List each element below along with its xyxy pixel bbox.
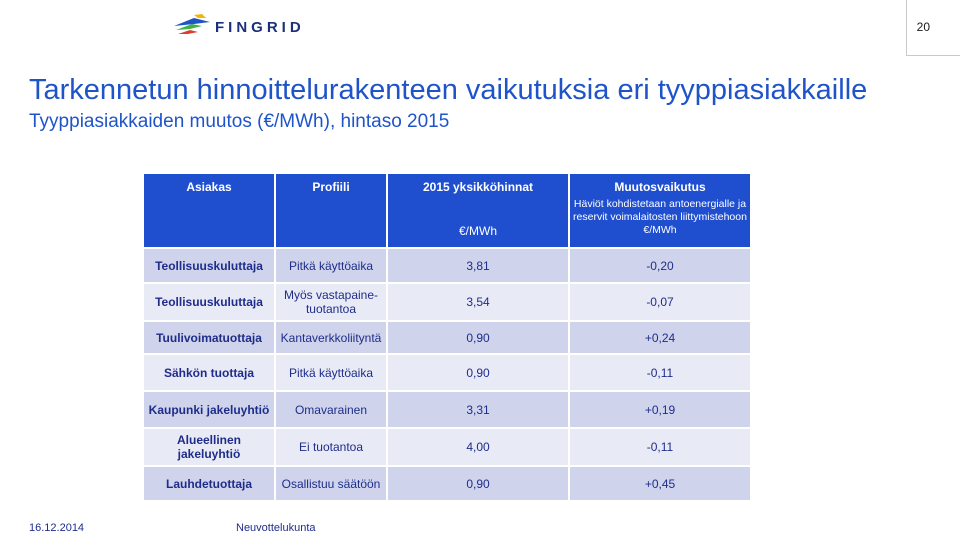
header-change: Muutosvaikutus Häviöt kohdistetaan antoenergialle ja reservit voimalaitosten liittymistehoon €/MWh [570,174,750,247]
table-row [144,392,750,427]
page-number-box [906,0,960,56]
row-customer: Kaupunki jakeluyhtiö [144,392,274,427]
table-row [144,284,750,320]
row-change: -0,11 [570,429,750,465]
row-customer: Sähkön tuottaja [144,355,274,390]
row-price: 3,54 [388,284,568,320]
row-change: -0,11 [570,355,750,390]
row-profile: Pitkä käyttöaika [276,249,386,282]
slide-subtitle: Tyyppiasiakkaiden muutos (€/MWh), hintaso 2015 [29,111,450,132]
row-price: 0,90 [388,322,568,353]
row-customer: Lauhdetuottaja [144,467,274,500]
table-row [144,322,750,353]
table-row [144,249,750,282]
row-profile: Ei tuotantoa [276,429,386,465]
header-profile: Profiili [276,174,386,247]
row-profile: Myös vastapaine-tuotantoa [276,284,386,320]
row-change: +0,19 [570,392,750,427]
row-customer: Teollisuuskuluttaja [144,284,274,320]
header-unit-cost-unit: €/MWh [458,224,497,238]
row-price: 4,00 [388,429,568,465]
table-header-row [144,174,750,247]
row-change: -0,20 [570,249,750,282]
row-price: 0,90 [388,355,568,390]
row-customer: Alueellinen jakeluyhtiö [144,429,274,465]
row-profile: Pitkä käyttöaika [276,355,386,390]
footer-title: Neuvottelukunta [236,522,316,534]
pricing-table [142,172,752,502]
row-change: -0,07 [570,284,750,320]
header-change-note: Häviöt kohdistetaan antoenergialle ja reservit voimalaitosten liittymistehoon €/MWh [573,198,747,236]
table-row [144,355,750,390]
header-unit-cost: 2015 yksikköhinnat €/MWh [388,174,568,247]
row-price: 3,31 [388,392,568,427]
fingrid-logo-icon [172,12,212,38]
row-price: 0,90 [388,467,568,500]
row-change: +0,45 [570,467,750,500]
table-row [144,429,750,465]
row-customer: Tuulivoimatuottaja [144,322,274,353]
table-row [144,467,750,500]
header-customer: Asiakas [144,174,274,247]
row-profile: Osallistuu säätöön [276,467,386,500]
row-profile: Omavarainen [276,392,386,427]
footer-date: 16.12.2014 [29,522,85,534]
row-profile: Kantaverkkoliityntä [276,322,386,353]
fingrid-logo-text: FINGRID [215,19,305,36]
row-change: +0,24 [570,322,750,353]
row-price: 3,81 [388,249,568,282]
page-number: 20 [916,20,930,34]
slide-title: Tarkennetun hinnoittelurakenteen vaikutuksia eri tyyppiasiakkaille [29,74,868,106]
row-customer: Teollisuuskuluttaja [144,249,274,282]
